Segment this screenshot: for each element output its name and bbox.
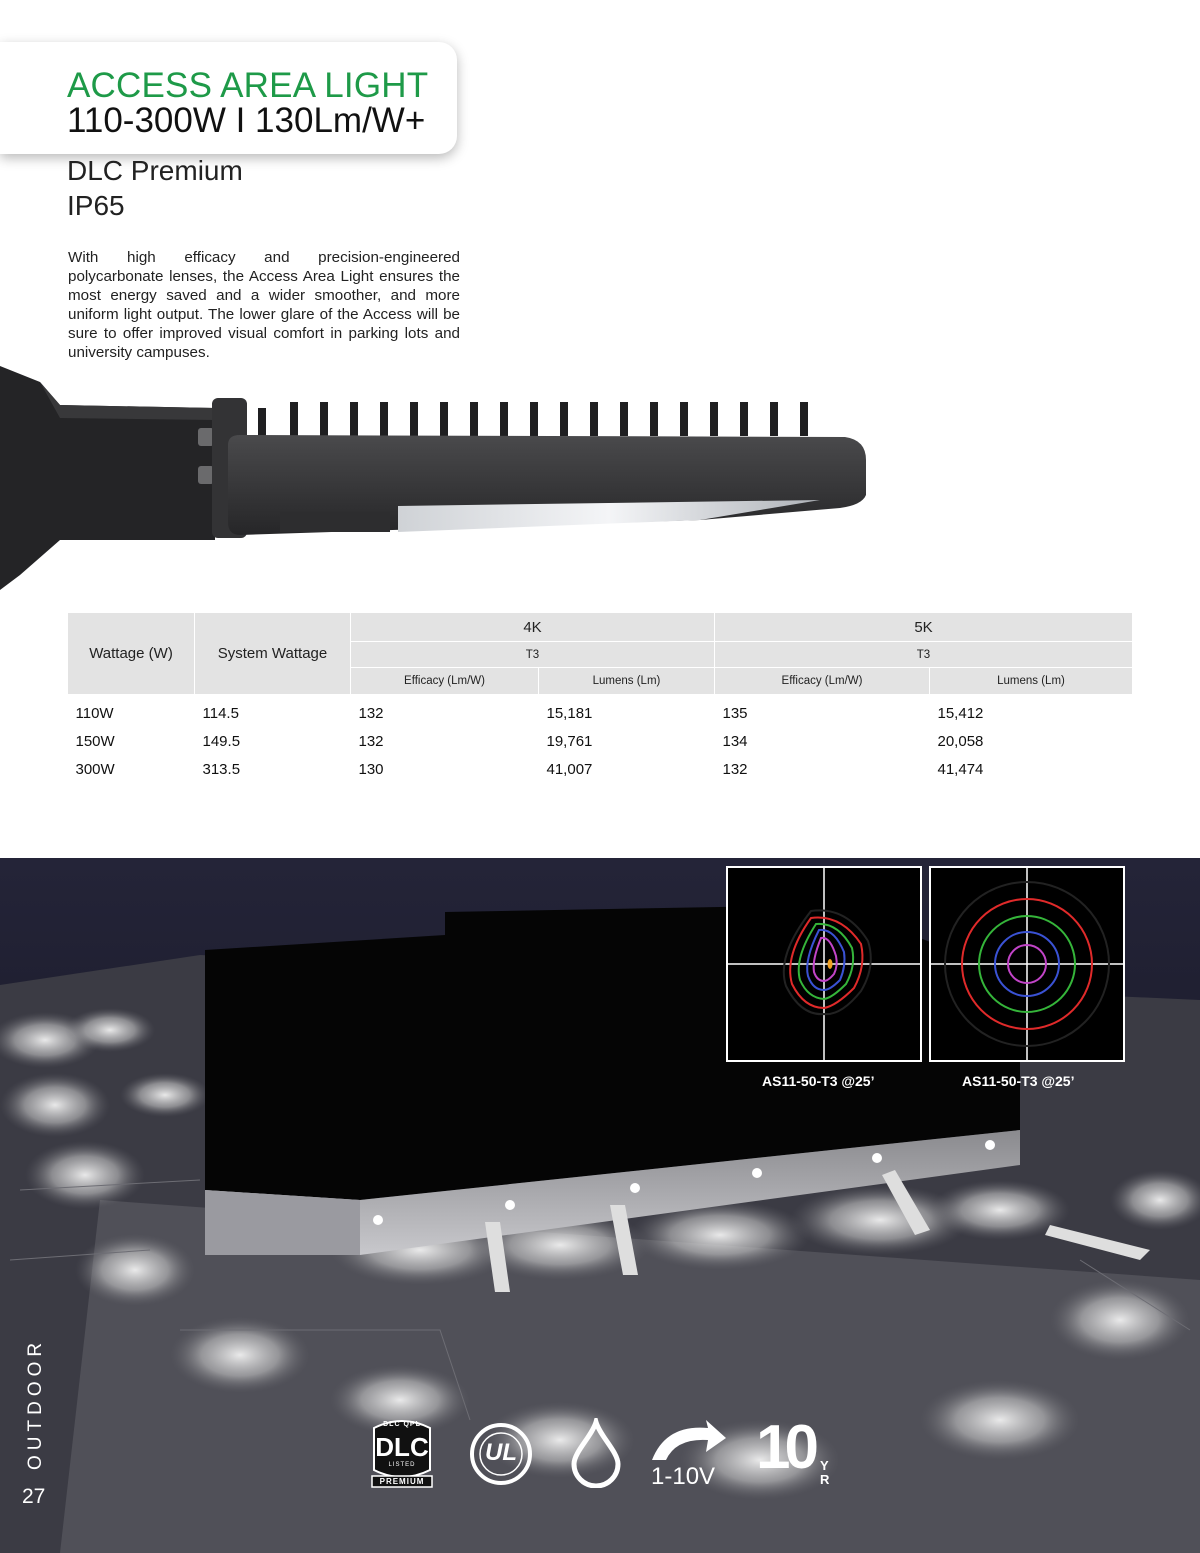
isoline-label-2: AS11-50-T3 @25’ — [962, 1073, 1075, 1089]
cell: 132 — [358, 704, 384, 722]
col-system-wattage: System Wattage — [195, 613, 351, 695]
dlc-badge-icon — [368, 1418, 436, 1488]
isoline-diagram-1 — [726, 866, 922, 1062]
section-label: OUTDOOR — [25, 1337, 46, 1470]
col-lumens-4k: Lumens (Lm) — [539, 668, 715, 695]
dist-4k: T3 — [351, 642, 715, 668]
cell: 149.5 — [202, 732, 241, 750]
spec-table — [67, 612, 1133, 783]
table-row — [68, 699, 1133, 727]
water-drop-icon — [570, 1418, 622, 1488]
isoline-diagram-2 — [929, 866, 1125, 1062]
cell: 130 — [358, 760, 384, 778]
cell: 132 — [722, 760, 748, 778]
cell: 134 — [722, 732, 748, 750]
dlc-main-text: DLC — [375, 1432, 429, 1462]
cell: 150W — [75, 732, 115, 750]
group-5k: 5K — [715, 613, 1133, 642]
dimming-arc-icon — [646, 1418, 730, 1464]
dist-5k: T3 — [715, 642, 1133, 668]
cell: 41,474 — [937, 760, 984, 778]
product-description: With high efficacy and precision-engineered polycarbonate lenses, the Access Area Light ensures the most energy saved and a wider smoother, and more uniform light output. The lower glare of the Access will be sure to offer improved visual comfort in parking lots and university campuses. — [68, 249, 460, 361]
cell: 41,007 — [546, 760, 593, 778]
warranty-10yr-icon — [756, 1413, 836, 1490]
dlc-listed-text: LISTED — [388, 1462, 416, 1468]
col-efficacy-5k: Efficacy (Lm/W) — [715, 668, 930, 695]
dimming-label: 1-10V — [651, 1463, 716, 1490]
table-row — [68, 755, 1133, 783]
cell: 313.5 — [202, 760, 241, 778]
cell: 114.5 — [202, 704, 239, 722]
page-number: 27 — [22, 1485, 46, 1508]
product-title: ACCESS AREA LIGHT — [67, 66, 429, 105]
col-lumens-5k: Lumens (Lm) — [930, 668, 1133, 695]
col-wattage: Wattage (W) — [68, 613, 195, 695]
warranty-y: Y — [820, 1458, 829, 1473]
fixture-image — [0, 360, 880, 595]
warranty-r: R — [820, 1472, 830, 1487]
cell: 300W — [75, 760, 115, 778]
cell: 15,412 — [937, 704, 984, 722]
cell: 135 — [722, 704, 748, 722]
rating-dlc: DLC Premium — [67, 155, 243, 186]
ul-text: UL — [485, 1439, 517, 1466]
rating-ip: IP65 — [67, 190, 125, 221]
ul-listed-icon — [469, 1422, 533, 1486]
warranty-number: 10 — [756, 1413, 813, 1482]
isoline-label-1: AS11-50-T3 @25’ — [762, 1073, 875, 1089]
cell: 20,058 — [937, 732, 984, 750]
dlc-premium-text: PREMIUM — [379, 1477, 425, 1486]
dlc-top-text: DLC QPL — [383, 1421, 421, 1428]
table-row — [68, 727, 1133, 755]
cell: 19,761 — [546, 732, 593, 750]
cell: 110W — [75, 704, 114, 722]
cell: 132 — [358, 732, 384, 750]
product-subtitle: 110-300W I 130Lm/W+ — [67, 101, 426, 140]
cell: 15,181 — [546, 704, 593, 722]
group-4k: 4K — [351, 613, 715, 642]
col-efficacy-4k: Efficacy (Lm/W) — [351, 668, 539, 695]
